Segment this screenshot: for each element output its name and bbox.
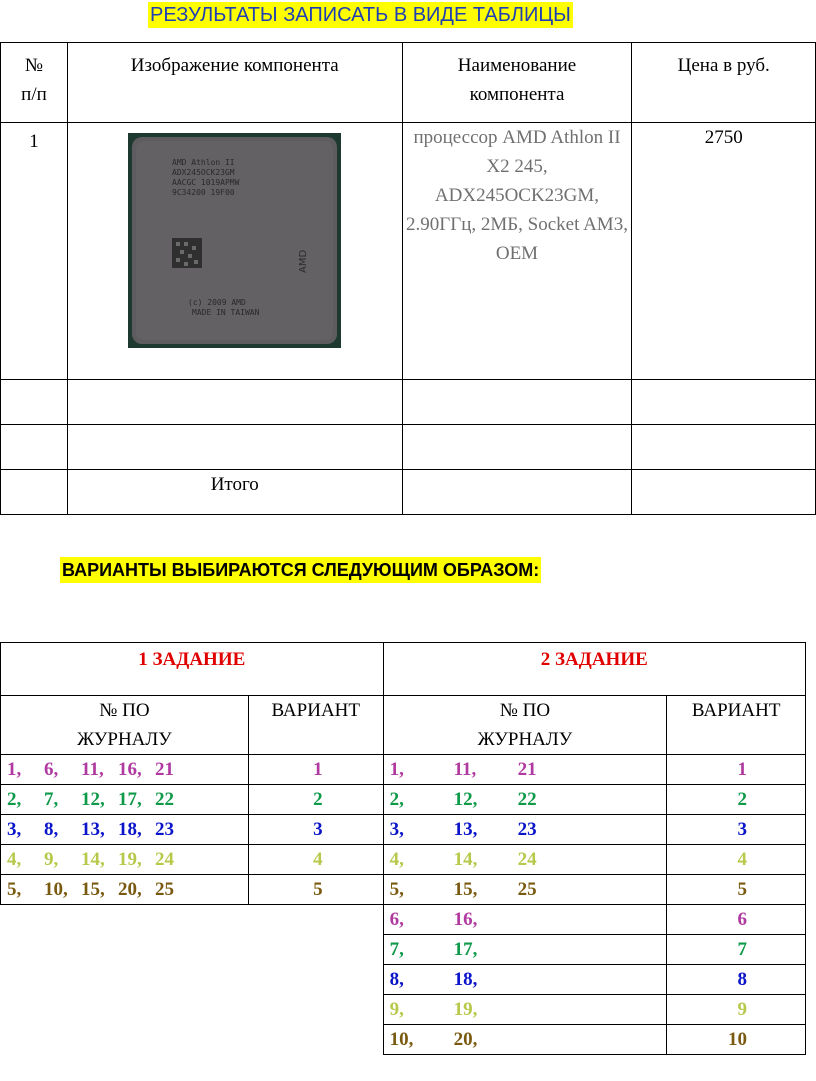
journal-number: 3,	[7, 819, 22, 840]
journal-number: 13,	[81, 819, 105, 840]
results-row-1	[1, 123, 816, 380]
journal-number: 2,	[7, 789, 22, 810]
task1-header: 1 ЗАДАНИЕ	[1, 643, 384, 696]
task2-journal-numbers	[383, 785, 667, 815]
task-header-row	[1, 643, 806, 696]
journal-number: 15,	[453, 879, 478, 900]
header-image: Изображение компонента	[67, 43, 402, 123]
journal-number: 2,	[389, 789, 404, 810]
results-title: РЕЗУЛЬТАТЫ ЗАПИСАТЬ В ВИДЕ ТАБЛИЦЫ	[150, 4, 571, 26]
results-row-empty-1	[1, 380, 816, 425]
task2-journal-numbers	[383, 845, 667, 875]
journal-number: 24	[155, 849, 174, 870]
row1-name: процессор AMD Athlon II X2 245, ADX245OCK23GM, 2.90ГГц, 2МБ, Socket AM3, OEM	[402, 123, 632, 380]
task2-variant: 7	[667, 935, 806, 965]
amd-athlon-cpu-image	[128, 133, 341, 348]
task1-variant: 2	[248, 785, 383, 815]
task1-journal-numbers	[1, 785, 249, 815]
header-num: № п/п	[1, 43, 68, 123]
task2-variant: 1	[667, 755, 806, 785]
task2-variant: 2	[667, 785, 806, 815]
journal-number: 14,	[453, 849, 478, 870]
results-total-row	[1, 470, 816, 515]
journal-number: 22	[517, 789, 537, 810]
total-label: Итого	[67, 470, 402, 515]
results-row-empty-2	[1, 425, 816, 470]
header-price: Цена в руб.	[632, 43, 816, 123]
task2-header: 2 ЗАДАНИЕ	[383, 643, 805, 696]
task1-col-variant: ВАРИАНТ	[248, 696, 383, 755]
task2-journal-numbers	[383, 875, 667, 905]
journal-number: 12,	[81, 789, 105, 810]
journal-number: 9,	[44, 849, 59, 870]
task2-variant: 9	[667, 995, 806, 1025]
journal-number: 13,	[453, 819, 478, 840]
journal-number: 16,	[453, 909, 478, 930]
journal-number: 21	[155, 759, 174, 780]
task1-journal-numbers	[1, 875, 249, 905]
journal-number: 11,	[453, 759, 477, 780]
journal-number: 12,	[453, 789, 478, 810]
variant-row	[1, 755, 806, 785]
task1-variant: 4	[248, 845, 383, 875]
task2-journal-numbers	[383, 815, 667, 845]
journal-number: 9,	[389, 999, 404, 1020]
task2-variant: 4	[667, 845, 806, 875]
journal-number: 11,	[81, 759, 104, 780]
variant-row	[1, 815, 806, 845]
variant-row	[1, 845, 806, 875]
task1-journal-numbers	[1, 815, 249, 845]
journal-number: 3,	[389, 819, 404, 840]
journal-number: 6,	[44, 759, 59, 780]
journal-number: 24	[517, 849, 537, 870]
task2-col-journal: № ПО ЖУРНАЛУ	[383, 696, 667, 755]
column-header-row	[1, 696, 806, 755]
variants-title: ВАРИАНТЫ ВЫБИРАЮТСЯ СЛЕДУЮЩИМ ОБРАЗОМ:	[60, 557, 541, 583]
task2-journal-numbers	[383, 1025, 667, 1055]
task2-journal-numbers	[383, 995, 667, 1025]
variants-table	[0, 642, 806, 1055]
variant-row	[1, 785, 806, 815]
journal-number: 10,	[389, 1029, 414, 1050]
task1-variant: 1	[248, 755, 383, 785]
variant-row	[1, 875, 806, 905]
journal-number: 10,	[44, 879, 68, 900]
task2-variant: 3	[667, 815, 806, 845]
journal-number: 25	[155, 879, 174, 900]
results-table	[0, 42, 816, 515]
journal-number: 4,	[7, 849, 22, 870]
task1-journal-numbers	[1, 755, 249, 785]
task2-journal-numbers	[383, 755, 667, 785]
variant-row	[1, 1025, 806, 1055]
variant-row	[1, 905, 806, 935]
task2-col-variant: ВАРИАНТ	[667, 696, 806, 755]
journal-number: 6,	[389, 909, 404, 930]
task2-journal-numbers	[383, 965, 667, 995]
journal-number: 15,	[81, 879, 105, 900]
results-header-row	[1, 43, 816, 123]
task2-variant: 5	[667, 875, 806, 905]
journal-number: 7,	[389, 939, 404, 960]
journal-number: 17,	[118, 789, 142, 810]
svg-text:ADX245OCK23GM: ADX245OCK23GM	[172, 168, 235, 177]
variant-row	[1, 935, 806, 965]
variant-row	[1, 995, 806, 1025]
svg-text:AMD Athlon II: AMD Athlon II	[172, 158, 235, 167]
journal-number: 8,	[44, 819, 59, 840]
journal-number: 19,	[118, 849, 142, 870]
row1-image-cell	[67, 123, 402, 380]
journal-number: 23	[155, 819, 174, 840]
journal-number: 20,	[453, 1029, 478, 1050]
journal-number: 17,	[453, 939, 478, 960]
task2-journal-numbers	[383, 935, 667, 965]
journal-number: 18,	[118, 819, 142, 840]
journal-number: 21	[517, 759, 537, 780]
svg-text:9C34200 19F00: 9C34200 19F00	[172, 188, 235, 197]
task1-journal-numbers	[1, 845, 249, 875]
header-name: Наименование компонента	[402, 43, 632, 123]
svg-text:(c) 2009 AMD: (c) 2009 AMD	[188, 298, 247, 307]
task2-variant: 6	[667, 905, 806, 935]
task1-variant: 5	[248, 875, 383, 905]
variant-row	[1, 965, 806, 995]
journal-number: 22	[155, 789, 174, 810]
row1-price: 2750	[632, 123, 816, 380]
journal-number: 1,	[389, 759, 404, 780]
task2-variant: 8	[667, 965, 806, 995]
journal-number: 5,	[389, 879, 404, 900]
row1-num: 1	[1, 123, 68, 380]
journal-number: 14,	[81, 849, 105, 870]
journal-number: 7,	[44, 789, 59, 810]
journal-number: 8,	[389, 969, 404, 990]
journal-number: 25	[517, 879, 537, 900]
journal-number: 19,	[453, 999, 478, 1020]
svg-text:AMD: AMD	[298, 249, 310, 273]
journal-number: 5,	[7, 879, 22, 900]
journal-number: 20,	[118, 879, 142, 900]
svg-text:AACGC 1019APMW: AACGC 1019APMW	[172, 178, 240, 187]
svg-text:MADE IN TAIWAN: MADE IN TAIWAN	[192, 308, 260, 317]
journal-number: 1,	[7, 759, 22, 780]
journal-number: 16,	[118, 759, 142, 780]
task2-variant: 10	[667, 1025, 806, 1055]
task1-col-journal: № ПО ЖУРНАЛУ	[1, 696, 249, 755]
task1-variant: 3	[248, 815, 383, 845]
task2-journal-numbers	[383, 905, 667, 935]
journal-number: 18,	[453, 969, 478, 990]
journal-number: 4,	[389, 849, 404, 870]
journal-number: 23	[517, 819, 537, 840]
